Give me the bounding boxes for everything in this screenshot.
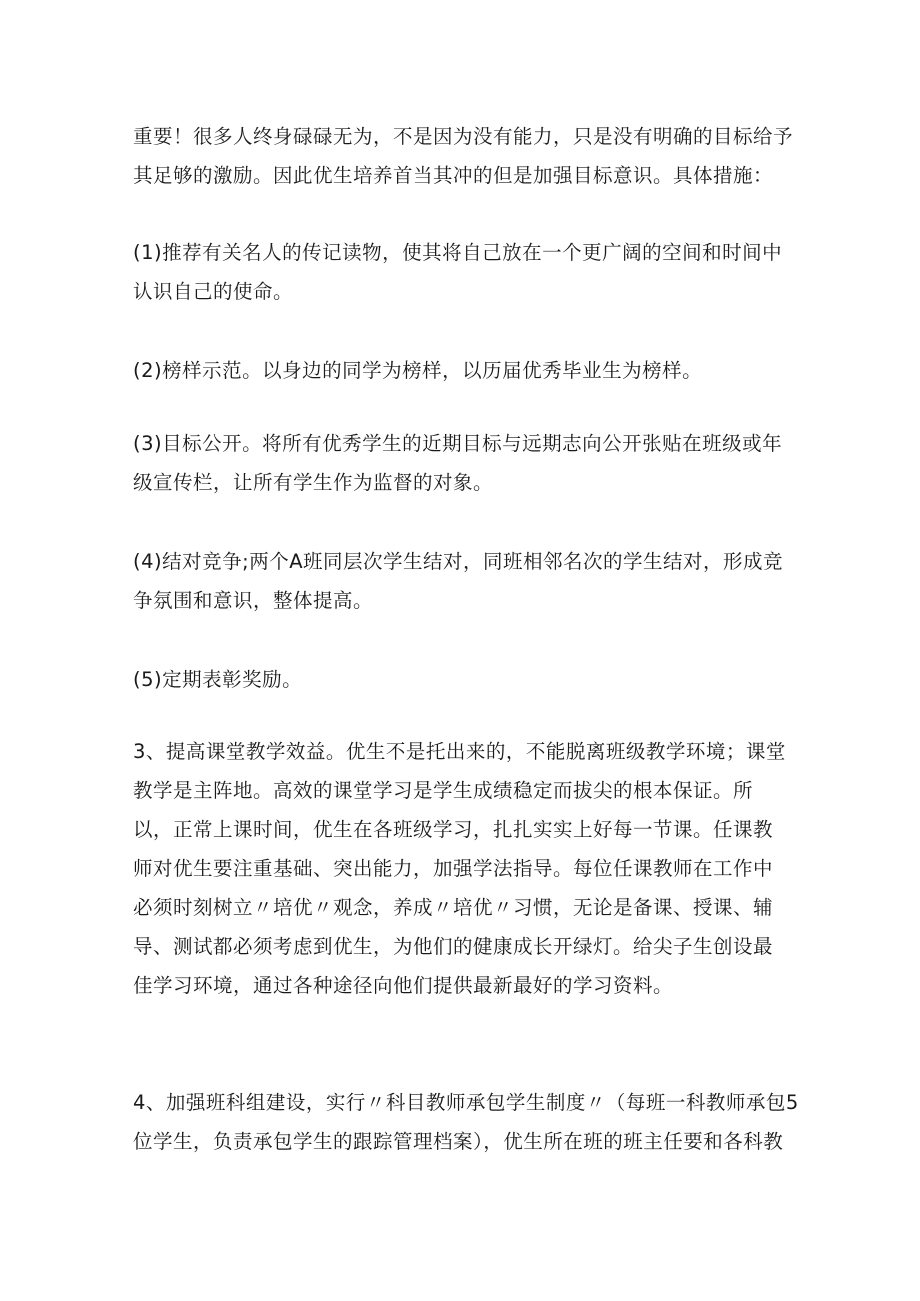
- paragraph-measure-4: [133, 542, 798, 620]
- text-line: 以，正常上课时间，优生在各班级学习，扎扎实实上好每一节课。任课教: [133, 818, 774, 841]
- text-line: 3、提高课堂教学效益。优生不是托出来的，不能脱离班级教学环境；课堂: [133, 740, 786, 763]
- text-line: (3)目标公开。将所有优秀学生的近期目标与远期志向公开张贴在班级或年: [133, 432, 783, 455]
- text-line: (5)定期表彰奖励。: [133, 668, 303, 691]
- text-line: 师对优生要注重基础、突出能力，加强学法指导。每位任课教师在工作中: [133, 857, 774, 880]
- paragraph-measure-5: [133, 660, 798, 699]
- paragraph-section-4: [133, 1083, 798, 1161]
- paragraph-goal-intro: [133, 117, 798, 195]
- text-line: 导、测试都必须考虑到优生，为他们的健康成长开绿灯。给尖子生创设最: [133, 935, 774, 958]
- text-line: (2)榜样示范。以身边的同学为榜样，以历届优秀毕业生为榜样。: [133, 359, 703, 382]
- text-line: 必须时刻树立〃培优〃观念，养成〃培优〃习惯，无论是备课、授课、辅: [133, 896, 774, 919]
- text-line: 级宣传栏，让所有学生作为监督的对象。: [133, 471, 494, 494]
- text-line: 其足够的激励。因此优生培养首当其冲的但是加强目标意识。具体措施：: [133, 164, 774, 187]
- paragraph-measure-1: [133, 233, 798, 311]
- text-line: 认识自己的使命。: [133, 280, 294, 303]
- text-line: (1)推荐有关名人的传记读物，使其将自己放在一个更广阔的空间和时间中: [133, 241, 783, 264]
- text-line: (4)结对竞争;两个A班同层次学生结对，同班相邻名次的学生结对，形成竞: [133, 550, 784, 573]
- paragraph-measure-2: [133, 351, 798, 390]
- paragraph-measure-3: [133, 424, 798, 502]
- text-line: 争氛围和意识，整体提高。: [133, 589, 374, 612]
- text-line: 位学生，负责承包学生的跟踪管理档案），优生所在班的班主任要和各科教: [133, 1130, 784, 1153]
- text-line: 佳学习环境，通过各种途径向他们提供最新最好的学习资料。: [133, 974, 674, 997]
- text-line: 4、加强班科组建设，实行〃科目教师承包学生制度〃（每班一科教师承包5: [133, 1091, 799, 1114]
- paragraph-section-3: [133, 732, 798, 1005]
- text-line: 重要！很多人终身碌碌无为，不是因为没有能力，只是没有明确的目标给予: [133, 125, 794, 148]
- text-line: 教学是主阵地。高效的课堂学习是学生成绩稳定而拔尖的根本保证。所: [133, 779, 754, 802]
